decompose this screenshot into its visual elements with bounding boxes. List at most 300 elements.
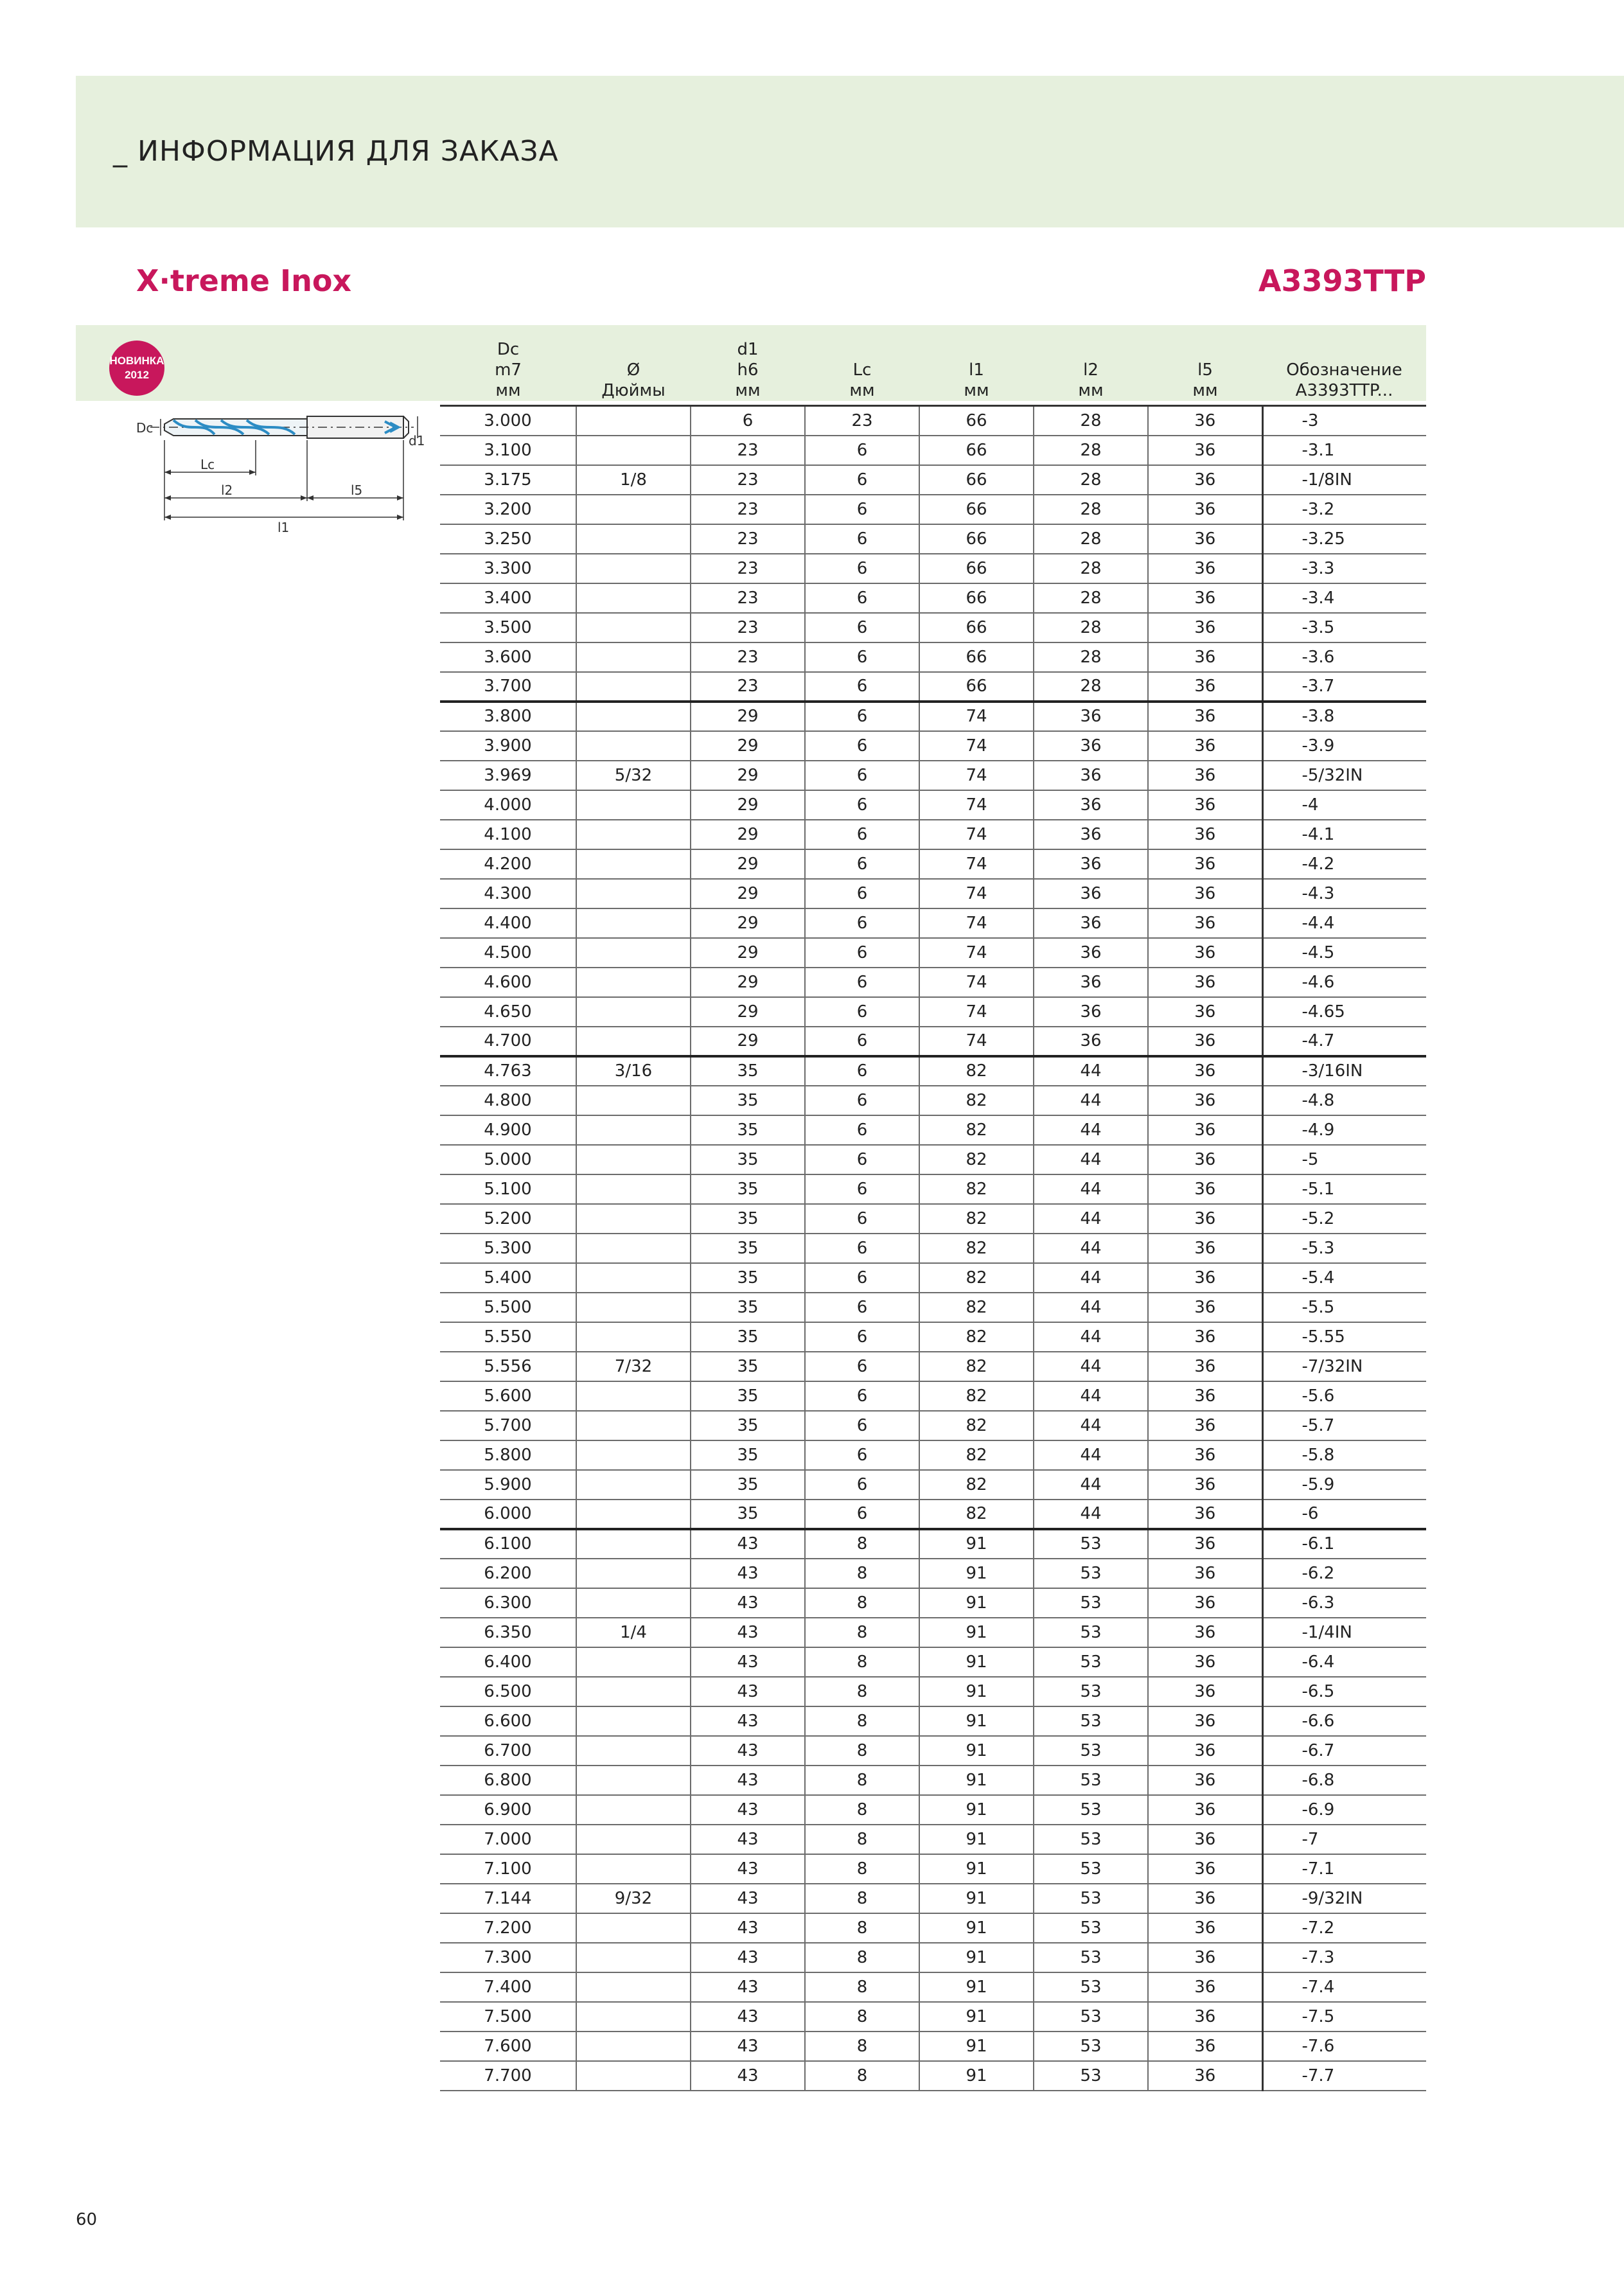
cell-dc: 5.100 xyxy=(440,1174,576,1204)
cell-lc: 8 xyxy=(805,1943,919,1972)
cell-l2: 36 xyxy=(1034,997,1148,1027)
table-row xyxy=(440,731,1426,761)
cell-l1: 66 xyxy=(919,465,1034,495)
cell-inch xyxy=(576,1913,691,1943)
cell-l5: 36 xyxy=(1148,2032,1262,2061)
cell-dc: 3.600 xyxy=(440,642,576,672)
label-l1: l1 xyxy=(278,520,290,533)
cell-dc: 6.800 xyxy=(440,1766,576,1795)
cell-l1: 82 xyxy=(919,1056,1034,1086)
table-row xyxy=(440,672,1426,702)
cell-lc: 6 xyxy=(805,820,919,849)
cell-lc: 8 xyxy=(805,1529,919,1559)
cell-inch xyxy=(576,1647,691,1677)
cell-code: -5.2 xyxy=(1262,1204,1426,1234)
cell-code: -7.1 xyxy=(1262,1854,1426,1884)
table-row xyxy=(440,1086,1426,1115)
cell-lc: 6 xyxy=(805,1470,919,1500)
product-name: X·treme Inox xyxy=(136,263,352,298)
cell-code: -3.5 xyxy=(1262,613,1426,642)
table-row xyxy=(440,1677,1426,1706)
cell-lc: 8 xyxy=(805,1559,919,1588)
cell-inch xyxy=(576,1559,691,1588)
cell-l2: 44 xyxy=(1034,1411,1148,1440)
cell-d1: 29 xyxy=(691,1027,805,1056)
cell-lc: 6 xyxy=(805,1500,919,1529)
cell-l1: 91 xyxy=(919,2061,1034,2091)
cell-lc: 6 xyxy=(805,1027,919,1056)
cell-lc: 6 xyxy=(805,436,919,465)
cell-lc: 6 xyxy=(805,1263,919,1293)
cell-lc: 8 xyxy=(805,1677,919,1706)
cell-lc: 8 xyxy=(805,1884,919,1913)
cell-l5: 36 xyxy=(1148,1854,1262,1884)
cell-code: -3.7 xyxy=(1262,672,1426,702)
cell-l1: 74 xyxy=(919,997,1034,1027)
cell-lc: 8 xyxy=(805,1618,919,1647)
cell-code: -3.6 xyxy=(1262,642,1426,672)
cell-l1: 82 xyxy=(919,1500,1034,1529)
cell-d1: 35 xyxy=(691,1440,805,1470)
table-row xyxy=(440,1470,1426,1500)
cell-l2: 36 xyxy=(1034,968,1148,997)
cell-l1: 82 xyxy=(919,1470,1034,1500)
cell-l2: 44 xyxy=(1034,1115,1148,1145)
header-line: Обозначение xyxy=(1286,360,1402,380)
badge-line-2: 2012 xyxy=(125,369,149,381)
cell-l5: 36 xyxy=(1148,672,1262,702)
table-row xyxy=(440,2002,1426,2032)
table-row xyxy=(440,1145,1426,1174)
label-d1: d1 xyxy=(409,433,425,448)
cell-l5: 36 xyxy=(1148,1086,1262,1115)
cell-l1: 74 xyxy=(919,908,1034,938)
cell-lc: 6 xyxy=(805,938,919,968)
cell-d1: 29 xyxy=(691,820,805,849)
cell-inch xyxy=(576,1204,691,1234)
header-line xyxy=(919,339,1034,360)
cell-code: -3.1 xyxy=(1262,436,1426,465)
cell-inch xyxy=(576,583,691,613)
cell-d1: 35 xyxy=(691,1500,805,1529)
cell-l1: 91 xyxy=(919,1943,1034,1972)
table-row xyxy=(440,1825,1426,1854)
cell-l2: 53 xyxy=(1034,1736,1148,1766)
cell-l2: 36 xyxy=(1034,879,1148,908)
cell-code: -7.7 xyxy=(1262,2061,1426,2091)
cell-l1: 66 xyxy=(919,613,1034,642)
cell-code: -5 xyxy=(1262,1145,1426,1174)
cell-l1: 91 xyxy=(919,1884,1034,1913)
cell-d1: 35 xyxy=(691,1352,805,1381)
cell-l1: 91 xyxy=(919,1618,1034,1647)
header-line: Dc xyxy=(497,340,520,359)
cell-l5: 36 xyxy=(1148,1825,1262,1854)
cell-l1: 74 xyxy=(919,790,1034,820)
cell-inch xyxy=(576,436,691,465)
cell-lc: 8 xyxy=(805,1647,919,1677)
cell-inch xyxy=(576,1588,691,1618)
header-lc xyxy=(805,325,919,406)
cell-l2: 53 xyxy=(1034,1618,1148,1647)
cell-d1: 29 xyxy=(691,938,805,968)
table-row xyxy=(440,1972,1426,2002)
cell-inch: 9/32 xyxy=(576,1884,691,1913)
cell-code: -5.6 xyxy=(1262,1381,1426,1411)
cell-l5: 36 xyxy=(1148,1943,1262,1972)
cell-code: -5.7 xyxy=(1262,1411,1426,1440)
table-row xyxy=(440,1056,1426,1086)
cell-l5: 36 xyxy=(1148,1440,1262,1470)
cell-lc: 6 xyxy=(805,495,919,524)
cell-l5: 36 xyxy=(1148,554,1262,583)
cell-d1: 43 xyxy=(691,1736,805,1766)
cell-d1: 29 xyxy=(691,879,805,908)
cell-l5: 36 xyxy=(1148,1972,1262,2002)
cell-l1: 91 xyxy=(919,1588,1034,1618)
cell-dc: 7.500 xyxy=(440,2002,576,2032)
cell-l2: 44 xyxy=(1034,1381,1148,1411)
cell-l2: 28 xyxy=(1034,495,1148,524)
cell-lc: 6 xyxy=(805,1145,919,1174)
table-header-row xyxy=(440,325,1426,406)
header-line xyxy=(1148,339,1262,360)
cell-l5: 36 xyxy=(1148,465,1262,495)
cell-l2: 36 xyxy=(1034,908,1148,938)
cell-inch xyxy=(576,879,691,908)
cell-inch xyxy=(576,1381,691,1411)
table-row xyxy=(440,1322,1426,1352)
cell-code: -7/32IN xyxy=(1262,1352,1426,1381)
cell-inch xyxy=(576,2061,691,2091)
cell-l5: 36 xyxy=(1148,938,1262,968)
table-row xyxy=(440,613,1426,642)
cell-inch xyxy=(576,613,691,642)
table-row xyxy=(440,1263,1426,1293)
cell-l2: 53 xyxy=(1034,1795,1148,1825)
header-line xyxy=(1262,339,1426,360)
cell-d1: 43 xyxy=(691,2032,805,2061)
cell-l1: 82 xyxy=(919,1174,1034,1204)
cell-l2: 28 xyxy=(1034,465,1148,495)
cell-dc: 3.175 xyxy=(440,465,576,495)
cell-l2: 53 xyxy=(1034,2061,1148,2091)
cell-d1: 43 xyxy=(691,1884,805,1913)
cell-lc: 8 xyxy=(805,2032,919,2061)
cell-l2: 44 xyxy=(1034,1293,1148,1322)
cell-d1: 29 xyxy=(691,790,805,820)
cell-lc: 8 xyxy=(805,1825,919,1854)
cell-d1: 43 xyxy=(691,1529,805,1559)
cell-code: -6.1 xyxy=(1262,1529,1426,1559)
cell-l2: 53 xyxy=(1034,1529,1148,1559)
cell-d1: 23 xyxy=(691,436,805,465)
cell-dc: 5.800 xyxy=(440,1440,576,1470)
cell-d1: 35 xyxy=(691,1145,805,1174)
cell-dc: 4.500 xyxy=(440,938,576,968)
table-row xyxy=(440,1500,1426,1529)
cell-inch xyxy=(576,406,691,436)
cell-l5: 36 xyxy=(1148,820,1262,849)
cell-code: -4.2 xyxy=(1262,849,1426,879)
cell-code: -3.8 xyxy=(1262,702,1426,731)
cell-inch xyxy=(576,1677,691,1706)
cell-l5: 36 xyxy=(1148,1381,1262,1411)
cell-lc: 6 xyxy=(805,583,919,613)
cell-code: -6 xyxy=(1262,1500,1426,1529)
cell-l5: 36 xyxy=(1148,2002,1262,2032)
header-line xyxy=(805,339,919,360)
cell-dc: 5.300 xyxy=(440,1234,576,1263)
cell-l5: 36 xyxy=(1148,1884,1262,1913)
cell-l2: 36 xyxy=(1034,731,1148,761)
cell-l2: 36 xyxy=(1034,702,1148,731)
cell-d1: 35 xyxy=(691,1234,805,1263)
cell-code: -3 xyxy=(1262,406,1426,436)
cell-l1: 74 xyxy=(919,968,1034,997)
cell-l5: 36 xyxy=(1148,1174,1262,1204)
header-line: мм xyxy=(849,381,875,400)
cell-inch xyxy=(576,1263,691,1293)
product-code: A3393TTP xyxy=(1258,263,1426,298)
cell-l1: 66 xyxy=(919,524,1034,554)
cell-d1: 35 xyxy=(691,1293,805,1322)
cell-dc: 4.763 xyxy=(440,1056,576,1086)
cell-l2: 53 xyxy=(1034,2032,1148,2061)
cell-code: -7.3 xyxy=(1262,1943,1426,1972)
cell-inch xyxy=(576,1825,691,1854)
cell-lc: 6 xyxy=(805,968,919,997)
label-lc: Lc xyxy=(200,457,215,472)
cell-d1: 43 xyxy=(691,1854,805,1884)
cell-code: -5.8 xyxy=(1262,1440,1426,1470)
cell-lc: 8 xyxy=(805,2061,919,2091)
cell-lc: 6 xyxy=(805,1440,919,1470)
cell-l2: 36 xyxy=(1034,938,1148,968)
cell-dc: 5.400 xyxy=(440,1263,576,1293)
cell-code: -7.6 xyxy=(1262,2032,1426,2061)
cell-lc: 6 xyxy=(805,465,919,495)
cell-l1: 74 xyxy=(919,1027,1034,1056)
cell-dc: 6.100 xyxy=(440,1529,576,1559)
cell-l5: 36 xyxy=(1148,1500,1262,1529)
cell-dc: 5.550 xyxy=(440,1322,576,1352)
table-row xyxy=(440,1174,1426,1204)
cell-code: -5.5 xyxy=(1262,1293,1426,1322)
table-row xyxy=(440,1559,1426,1588)
header-line: мм xyxy=(964,381,989,400)
cell-l5: 36 xyxy=(1148,1647,1262,1677)
table-row xyxy=(440,1204,1426,1234)
cell-l5: 36 xyxy=(1148,1352,1262,1381)
cell-inch xyxy=(576,849,691,879)
cell-l1: 82 xyxy=(919,1352,1034,1381)
table-row xyxy=(440,1440,1426,1470)
cell-inch: 7/32 xyxy=(576,1352,691,1381)
cell-l5: 36 xyxy=(1148,1677,1262,1706)
cell-inch xyxy=(576,1972,691,2002)
cell-code: -5.1 xyxy=(1262,1174,1426,1204)
cell-dc: 4.200 xyxy=(440,849,576,879)
cell-d1: 23 xyxy=(691,672,805,702)
cell-l1: 74 xyxy=(919,879,1034,908)
cell-dc: 5.200 xyxy=(440,1204,576,1234)
cell-l1: 82 xyxy=(919,1204,1034,1234)
cell-inch xyxy=(576,731,691,761)
cell-dc: 5.600 xyxy=(440,1381,576,1411)
cell-lc: 6 xyxy=(805,997,919,1027)
cell-d1: 29 xyxy=(691,849,805,879)
cell-l2: 44 xyxy=(1034,1263,1148,1293)
cell-l2: 28 xyxy=(1034,642,1148,672)
cell-lc: 6 xyxy=(805,1322,919,1352)
cell-code: -5.55 xyxy=(1262,1322,1426,1352)
cell-lc: 6 xyxy=(805,1115,919,1145)
cell-l1: 91 xyxy=(919,1854,1034,1884)
cell-lc: 6 xyxy=(805,672,919,702)
cell-l1: 82 xyxy=(919,1411,1034,1440)
cell-l1: 66 xyxy=(919,436,1034,465)
table-row xyxy=(440,879,1426,908)
cell-l2: 53 xyxy=(1034,1677,1148,1706)
table-row xyxy=(440,642,1426,672)
cell-inch xyxy=(576,554,691,583)
cell-lc: 8 xyxy=(805,1854,919,1884)
cell-l5: 36 xyxy=(1148,731,1262,761)
table-row xyxy=(440,1943,1426,1972)
cell-d1: 35 xyxy=(691,1056,805,1086)
cell-dc: 3.800 xyxy=(440,702,576,731)
cell-d1: 29 xyxy=(691,908,805,938)
cell-lc: 6 xyxy=(805,1086,919,1115)
table-row xyxy=(440,583,1426,613)
cell-l2: 53 xyxy=(1034,1706,1148,1736)
table-row xyxy=(440,702,1426,731)
cell-l5: 36 xyxy=(1148,1795,1262,1825)
table-row xyxy=(440,908,1426,938)
cell-l2: 53 xyxy=(1034,1943,1148,1972)
page-number: 60 xyxy=(76,2210,98,2229)
cell-d1: 35 xyxy=(691,1322,805,1352)
cell-code: -4.1 xyxy=(1262,820,1426,849)
cell-lc: 8 xyxy=(805,1736,919,1766)
cell-inch xyxy=(576,1943,691,1972)
cell-dc: 4.600 xyxy=(440,968,576,997)
badge-line-1: НОВИНКА xyxy=(109,355,164,367)
cell-inch: 5/32 xyxy=(576,761,691,790)
cell-l5: 36 xyxy=(1148,1618,1262,1647)
cell-d1: 23 xyxy=(691,495,805,524)
cell-l5: 36 xyxy=(1148,406,1262,436)
cell-l5: 36 xyxy=(1148,1027,1262,1056)
cell-d1: 23 xyxy=(691,642,805,672)
label-dc: Dc xyxy=(136,420,154,436)
cell-d1: 35 xyxy=(691,1411,805,1440)
cell-d1: 35 xyxy=(691,1204,805,1234)
header-l1 xyxy=(919,325,1034,406)
cell-l1: 91 xyxy=(919,1529,1034,1559)
cell-code: -6.6 xyxy=(1262,1706,1426,1736)
cell-dc: 3.500 xyxy=(440,613,576,642)
cell-inch xyxy=(576,1795,691,1825)
cell-l2: 44 xyxy=(1034,1234,1148,1263)
cell-inch xyxy=(576,1322,691,1352)
cell-inch xyxy=(576,968,691,997)
drill-drawing-icon xyxy=(131,405,433,533)
cell-code: -6.2 xyxy=(1262,1559,1426,1588)
cell-d1: 29 xyxy=(691,997,805,1027)
cell-l1: 66 xyxy=(919,406,1034,436)
section-banner xyxy=(76,76,1624,227)
cell-code: -9/32IN xyxy=(1262,1884,1426,1913)
cell-l1: 82 xyxy=(919,1115,1034,1145)
cell-dc: 6.400 xyxy=(440,1647,576,1677)
cell-dc: 6.200 xyxy=(440,1559,576,1588)
cell-d1: 43 xyxy=(691,1588,805,1618)
table-row xyxy=(440,1706,1426,1736)
header-line: l2 xyxy=(1083,360,1099,380)
table-row xyxy=(440,1115,1426,1145)
cell-lc: 6 xyxy=(805,1234,919,1263)
cell-d1: 43 xyxy=(691,1647,805,1677)
cell-code: -3/16IN xyxy=(1262,1056,1426,1086)
header-line: d1 xyxy=(737,340,759,359)
cell-d1: 43 xyxy=(691,1706,805,1736)
table-row xyxy=(440,761,1426,790)
cell-l5: 36 xyxy=(1148,642,1262,672)
cell-inch xyxy=(576,1027,691,1056)
cell-lc: 6 xyxy=(805,731,919,761)
cell-dc: 7.400 xyxy=(440,1972,576,2002)
cell-d1: 35 xyxy=(691,1115,805,1145)
header-line xyxy=(576,339,691,360)
cell-l1: 66 xyxy=(919,554,1034,583)
cell-inch xyxy=(576,1736,691,1766)
header-l2 xyxy=(1034,325,1148,406)
cell-l2: 44 xyxy=(1034,1204,1148,1234)
header-code xyxy=(1262,325,1426,406)
table-row xyxy=(440,1352,1426,1381)
cell-l2: 28 xyxy=(1034,524,1148,554)
cell-l2: 44 xyxy=(1034,1056,1148,1086)
cell-code: -3.9 xyxy=(1262,731,1426,761)
cell-l5: 36 xyxy=(1148,849,1262,879)
cell-l2: 53 xyxy=(1034,1854,1148,1884)
header-line xyxy=(1034,339,1148,360)
table-row xyxy=(440,1293,1426,1322)
table-row xyxy=(440,1411,1426,1440)
table-row xyxy=(440,495,1426,524)
cell-code: -3.25 xyxy=(1262,524,1426,554)
cell-dc: 5.556 xyxy=(440,1352,576,1381)
table-row xyxy=(440,1736,1426,1766)
cell-inch xyxy=(576,524,691,554)
cell-l1: 66 xyxy=(919,672,1034,702)
cell-code: -4 xyxy=(1262,790,1426,820)
cell-l1: 82 xyxy=(919,1293,1034,1322)
cell-l2: 53 xyxy=(1034,1588,1148,1618)
cell-l5: 36 xyxy=(1148,1263,1262,1293)
cell-l5: 36 xyxy=(1148,761,1262,790)
cell-dc: 5.900 xyxy=(440,1470,576,1500)
cell-l1: 91 xyxy=(919,1677,1034,1706)
cell-l1: 82 xyxy=(919,1381,1034,1411)
cell-dc: 3.700 xyxy=(440,672,576,702)
cell-code: -6.4 xyxy=(1262,1647,1426,1677)
cell-code: -5.3 xyxy=(1262,1234,1426,1263)
cell-l5: 36 xyxy=(1148,1766,1262,1795)
table-row xyxy=(440,465,1426,495)
